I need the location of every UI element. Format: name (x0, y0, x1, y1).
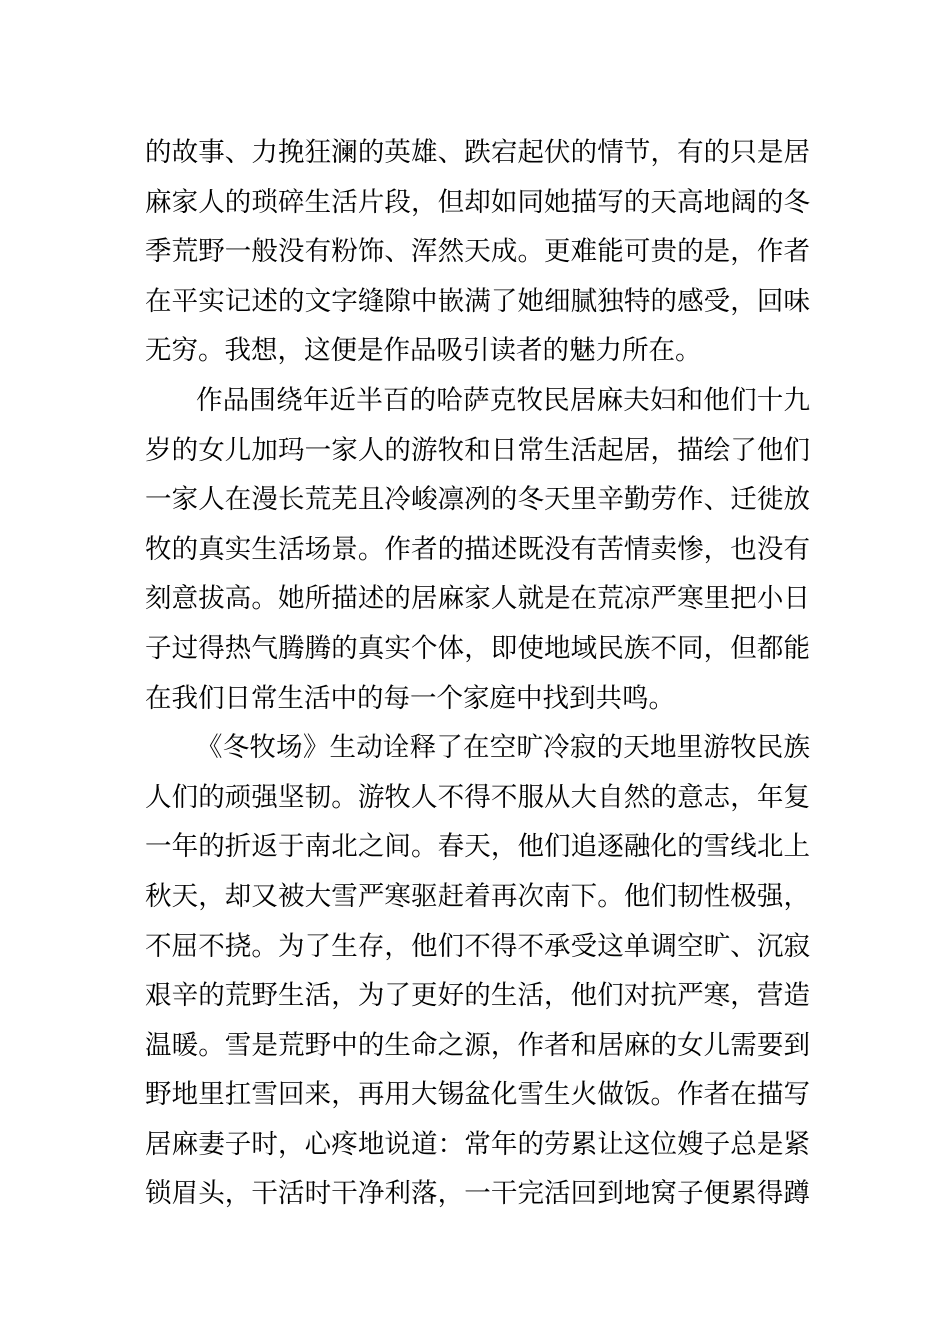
text-line: 在平实记述的文字缝隙中嵌满了她细腻独特的感受，回味 (145, 285, 810, 317)
text-line: 季荒野一般没有粉饰、浑然天成。更难能可贵的是，作者 (145, 236, 810, 268)
text-line: 子过得热气腾腾的真实个体，即使地域民族不同，但都能 (145, 632, 810, 664)
text-line: 野地里扛雪回来，再用大锡盆化雪生火做饭。作者在描写 (145, 1079, 810, 1111)
text-line: 不屈不挠。为了生存，他们不得不承受这单调空旷、沉寂 (145, 930, 810, 962)
text-line: 人们的顽强坚韧。游牧人不得不服从大自然的意志，年复 (145, 781, 810, 813)
text-line: 作品围绕年近半百的哈萨克牧民居麻夫妇和他们十九 (196, 384, 810, 416)
text-line: 无穷。我想，这便是作品吸引读者的魅力所在。 (145, 335, 702, 367)
text-line: 岁的女儿加玛一家人的游牧和日常生活起居，描绘了他们 (145, 434, 810, 466)
body-text (145, 128, 810, 1219)
text-line: 秋天，却又被大雪严寒驱赶着再次南下。他们韧性极强， (145, 880, 810, 912)
text-line: 麻家人的琐碎生活片段，但却如同她描写的天高地阔的冬 (145, 186, 810, 218)
text-line: 一家人在漫长荒芜且冷峻凛冽的冬天里辛勤劳作、迁徙放 (145, 484, 810, 516)
text-line: 在我们日常生活中的每一个家庭中找到共鸣。 (145, 682, 675, 714)
text-line: 刻意拔高。她所描述的居麻家人就是在荒凉严寒里把小日 (145, 583, 810, 615)
text-line: 一年的折返于南北之间。春天，他们追逐融化的雪线北上 (145, 831, 810, 863)
text-line: 温暖。雪是荒野中的生命之源，作者和居麻的女儿需要到 (145, 1029, 810, 1061)
text-line: 的故事、力挽狂澜的英雄、跌宕起伏的情节，有的只是居 (145, 137, 810, 168)
text-line: 艰辛的荒野生活，为了更好的生活，他们对抗严寒，营造 (145, 980, 810, 1012)
text-line: 《冬牧场》生动诠释了在空旷冷寂的天地里游牧民族 (196, 732, 810, 764)
text-line: 锁眉头，干活时干净利落，一干完活回到地窝子便累得蹲 (145, 1178, 810, 1210)
text-line: 居麻妻子时，心疼地说道：常年的劳累让这位嫂子总是紧 (145, 1128, 810, 1160)
text-line: 牧的真实生活场景。作者的描述既没有苦情卖惨，也没有 (145, 533, 810, 565)
